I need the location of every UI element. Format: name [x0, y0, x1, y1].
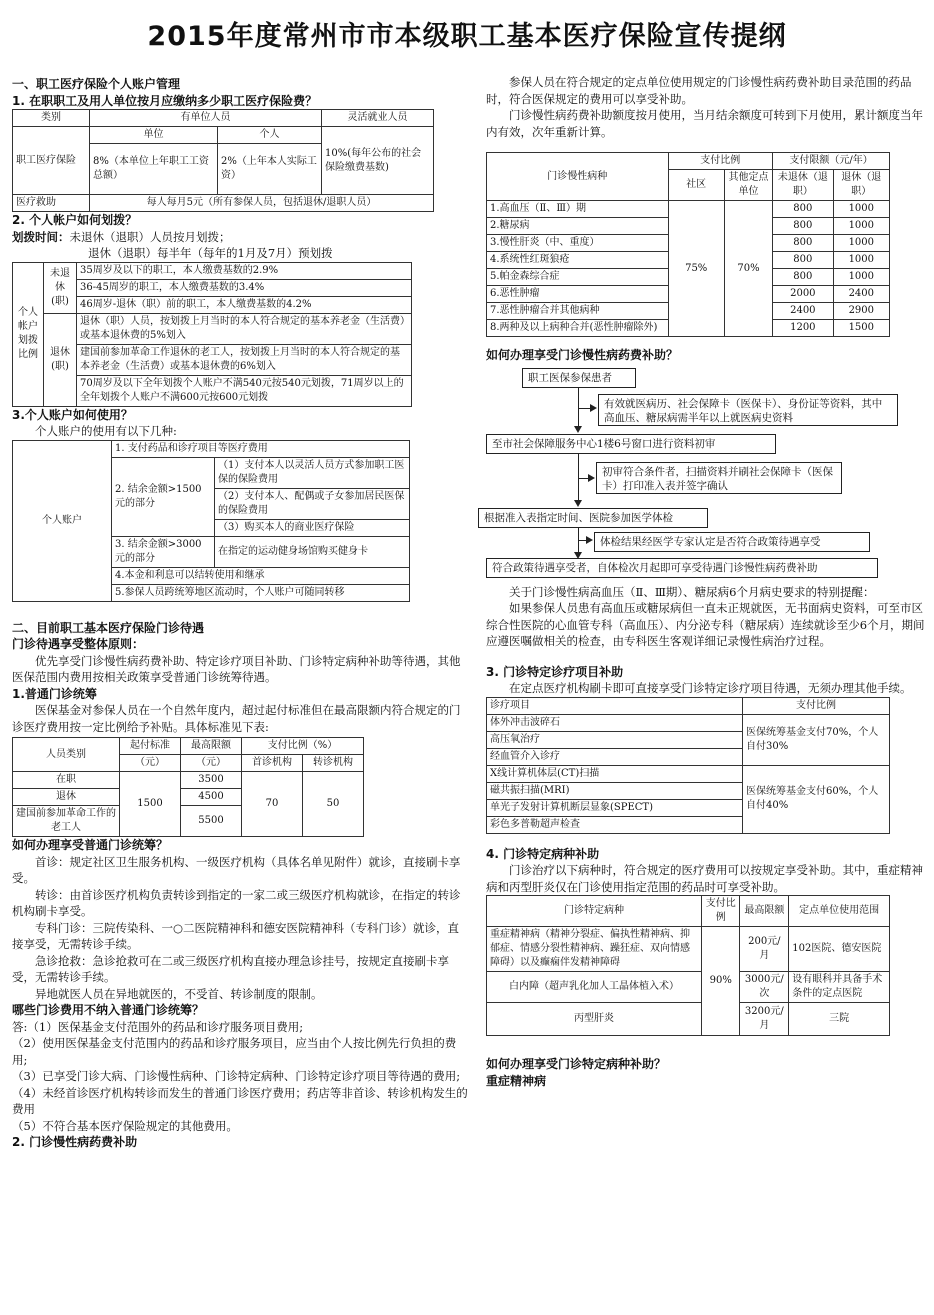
- cell-retired: 1000: [833, 269, 889, 286]
- cell-max: 3000元/次: [740, 972, 789, 1003]
- flow-step-7: 符合政策待遇享受者，自体检次月起即可享受待遇门诊慢性病药费补助: [486, 558, 878, 578]
- th-max: 最高限额: [181, 738, 242, 755]
- cell-not-retired: 2000: [773, 286, 834, 303]
- chronic-paragraph-2: 门诊慢性病药费补助额度按月使用，当月结余额度可转到下月使用，累计额度当年内有效，次年重新计算。: [486, 108, 923, 139]
- disease-name: 重症精神病（精神分裂症、偏执性精神病、抑郁症、情感分裂性精神病、躁狂症、双向情感障碍）以及癫痫伴发精神障碍: [487, 927, 702, 972]
- cell-aid-value: 每人每月5元（所有参保人员，包括退休/退职人员）: [90, 195, 434, 212]
- cell-retired: 1000: [833, 218, 889, 235]
- item-row: 体外冲击波碎石: [487, 714, 743, 731]
- question-4: 如何办理享受普通门诊统筹？: [12, 838, 169, 852]
- usage-label: 个人账户: [13, 440, 112, 601]
- th-unit: 单位: [90, 127, 218, 144]
- page-title: 2015年度常州市市本级职工基本医疗保险宣传提纲: [147, 21, 787, 52]
- procedure-item: 异地就医人员在异地就医的，不受首、转诊制度的限制。: [35, 986, 323, 1001]
- question-2: 2. 个人帐户如何划拨？: [12, 213, 138, 227]
- cell-unit-rate: 8%（本单位上年职工工资总额）: [90, 144, 218, 195]
- category-row: 退休: [13, 789, 120, 806]
- usage-subrow: （2）支付本人、配偶或子女参加居民医保的保险费用: [215, 488, 410, 519]
- th-not-retired: 未退休（退职）: [773, 170, 834, 201]
- flow-step-5: 根据准入表指定时间、医院参加医学体检: [478, 508, 708, 528]
- cell-ratio: 90%: [702, 927, 740, 1036]
- cell-retired: 1000: [833, 235, 889, 252]
- allocation-row: 36-45周岁的职工，本人缴费基数的3.4%: [77, 279, 412, 296]
- th-disease: 门诊特定病种: [487, 896, 702, 927]
- flow-arrow: [590, 404, 597, 412]
- th-type: 类别: [13, 110, 90, 127]
- question-6: 如何办理享受门诊慢性病药费补助？: [486, 348, 679, 362]
- section-2-title: 二、目前职工基本医疗保险门诊待遇: [12, 620, 205, 635]
- section-2-1-title: 1.普通门诊统筹: [12, 686, 97, 701]
- cell-flex-rate: 10%(每年公布的社会保险缴费基数): [322, 127, 434, 195]
- flow-step-4: 初审符合条件者，扫描资料并刷社会保障卡（医保卡）打印准入表并签字确认: [596, 462, 842, 494]
- cell-not-retired: 800: [773, 269, 834, 286]
- item-row: 彩色多普勒超声检查: [487, 816, 743, 833]
- cell-scope: 三院: [789, 1003, 890, 1036]
- question-5: 哪些门诊费用不纳入普通门诊统筹？: [12, 1003, 205, 1017]
- cell-retired: 2900: [833, 303, 889, 320]
- item-row: 单光子发射计算机断层显象(SPECT): [487, 799, 743, 816]
- disease-row: 5.帕金森综合症: [487, 269, 669, 286]
- th-limit: 支付限额（元/年）: [773, 153, 890, 170]
- exclusion-item: （4）未经首诊医疗机构转诊而发生的普通门诊医疗费用；药店等非首诊、转诊机构发生的费用: [12, 1085, 468, 1116]
- cell-retired: 1000: [833, 252, 889, 269]
- cell-max: 3200元/月: [740, 1003, 789, 1036]
- allocation-row: 退休（职）人员，按划拨上月当时的本人符合规定的基本养老金（生活费）或基本退休费的5%划入: [77, 313, 412, 344]
- flow-step-1: 职工医保参保患者: [522, 368, 636, 388]
- th-transfer: 转诊机构: [303, 755, 364, 772]
- section-4-title: 4. 门诊特定病种补助: [486, 846, 600, 861]
- th-disease: 门诊慢性病种: [487, 153, 669, 201]
- cell-retired: 1500: [833, 320, 889, 337]
- th-other: 其他定点单位: [724, 170, 772, 201]
- allocation-time-1: 未退休（退职）人员按月划拨；: [69, 229, 231, 244]
- cell-community: 75%: [668, 201, 724, 337]
- th-ratio: 支付比例: [702, 896, 740, 927]
- item-row: X线计算机体层(CT)扫描: [487, 765, 743, 782]
- section-2-2-title: 2. 门诊慢性病药费补助: [12, 1135, 138, 1149]
- contribution-table: [12, 109, 434, 212]
- left-column: [12, 74, 470, 1151]
- cell-not-retired: 1200: [773, 320, 834, 337]
- cell-retired: 1000: [833, 201, 889, 218]
- disease-row: 3.慢性肝炎（中、重度）: [487, 235, 669, 252]
- cell-person-rate: 2%（上年本人实际工资）: [218, 144, 322, 195]
- chronic-table: [486, 152, 890, 337]
- usage-table: [12, 440, 410, 602]
- section-2-subtitle: 门诊待遇享受整体原则：: [12, 637, 145, 651]
- flow-arrow: [586, 536, 593, 544]
- disease-row: 8.两种及以上病种合并(恶性肿瘤除外): [487, 320, 669, 337]
- allocation-row: 70周岁及以下全年划拨个人账户不满540元按540元划拨，71周岁以上的全年划拨个人账户不满600元按600元划拨: [77, 375, 412, 406]
- th-start: 起付标准: [120, 738, 181, 755]
- cell-not-retired: 800: [773, 252, 834, 269]
- disease-name: 白内障（超声乳化加人工晶体植入术）: [487, 972, 702, 1003]
- flow-step-2: 有效就医病历、社会保障卡（医保卡）、身份证等资料，其中高血压、糖尿病需半年以上就医病史资料: [598, 394, 898, 426]
- usage-row: 5.参保人员跨统筹地区流动时，个人账户可随同转移: [112, 584, 410, 601]
- disease-row: 2.糖尿病: [487, 218, 669, 235]
- cell-not-retired: 800: [773, 218, 834, 235]
- question-1: 1. 在职职工及用人单位按月应缴纳多少职工医疗保险费？: [12, 93, 318, 108]
- question-3: 3.个人账户如何使用？: [12, 407, 133, 422]
- usage-row: 1. 支付药品和诊疗项目等医疗费用: [112, 440, 410, 457]
- cell-not-retired: 800: [773, 201, 834, 218]
- allocation-label: 个人帐户划拨比例: [13, 262, 44, 406]
- usage-row: 3. 结余金额>3000元的部分: [112, 536, 215, 567]
- exclusion-item: 答:（1）医保基金支付范围外的药品和诊疗服务项目费用;: [12, 1019, 304, 1034]
- th-employed: 有单位人员: [90, 110, 322, 127]
- th-community: 社区: [668, 170, 724, 201]
- cell-not-retired: 2400: [773, 303, 834, 320]
- category-row: 建国前参加革命工作的老工人: [13, 806, 120, 837]
- item-row: 经血管介入诊疗: [487, 748, 743, 765]
- cell-other: 70%: [724, 201, 772, 337]
- cell-not-retired: 800: [773, 235, 834, 252]
- exclusion-item: （2）使用医保基金支付范围内的药品和诊疗服务项目，应当由个人按比例先行负担的费用;: [12, 1036, 457, 1067]
- usage-subrow: （3）购买本人的商业医疗保险: [215, 519, 410, 536]
- procedure-item: 首诊：规定社区卫生服务机构、一级医疗机构（具体名单见附件）就诊，直接刷卡享受。: [12, 854, 461, 885]
- flow-step-3: 至市社会保障服务中心1楼6号窗口进行资料初审: [486, 434, 776, 454]
- th-max: 最高限额: [740, 896, 789, 927]
- cell-max: 5500: [181, 806, 242, 837]
- cell-max: 4500: [181, 789, 242, 806]
- usage-row: 2. 结余金额>1500元的部分: [112, 457, 215, 536]
- special-items-table: [486, 697, 890, 834]
- disease-row: 7.恶性肿瘤合并其他病种: [487, 303, 669, 320]
- th-item: 诊疗项目: [487, 697, 743, 714]
- flow-connector: [578, 528, 579, 554]
- section-3-paragraph: 在定点医疗机构刷卡即可直接享受门诊特定诊疗项目待遇，无须办理其他手续。: [509, 681, 912, 695]
- th-category: 人员类别: [13, 738, 120, 772]
- th-first: 首诊机构: [242, 755, 303, 772]
- th-scope: 定点单位使用范围: [789, 896, 890, 927]
- disease-row: 1.高血压（Ⅱ、Ⅲ）期: [487, 201, 669, 218]
- cell-start: 1500: [120, 772, 181, 837]
- cell-max: 200元/月: [740, 927, 789, 972]
- flow-arrow: [574, 426, 582, 433]
- disease-row: 6.恶性肿瘤: [487, 286, 669, 303]
- usage-intro: 个人账户的使用有以下几种:: [35, 424, 177, 438]
- flowchart: [486, 364, 926, 576]
- row-label-medical: 职工医疗保险: [13, 127, 90, 195]
- category-row: 在职: [13, 772, 120, 789]
- flow-arrow: [574, 500, 582, 507]
- cell-transfer: 50: [303, 772, 364, 837]
- chronic-paragraph-1: 参保人员在符合规定的定点单位使用规定的门诊慢性病药费补助目录范围的药品时，符合医保规定的费用可以享受补助。: [486, 75, 912, 106]
- cell-first: 70: [242, 772, 303, 837]
- group-working: 未退休(职): [44, 262, 77, 313]
- disease-row: 4.系统性红斑狼疮: [487, 252, 669, 269]
- flow-step-6: 体检结果经医学专家认定是否符合政策待遇享受: [594, 532, 870, 552]
- allocation-row: 建国前参加革命工作退休的老工人，按划拨上月当时的本人符合规定的基本养老金（生活费）或基本退休费的6%划入: [77, 344, 412, 375]
- row-label-aid: 医疗救助: [13, 195, 90, 212]
- item-row: 磁共振扫描(MRI): [487, 782, 743, 799]
- cell-max: 3500: [181, 772, 242, 789]
- allocation-row: 46周岁-退休（职）前的职工，本人缴费基数的4.2%: [77, 296, 412, 313]
- allocation-table: [12, 262, 412, 407]
- section-4-paragraph: 门诊治疗以下病种时，符合规定的医疗费用可以按规定享受补助。其中，重症精神病和丙型肝炎仅在门诊使用指定范围的药品时可享受补助。: [486, 863, 923, 894]
- flow-arrow: [588, 474, 595, 482]
- th-unit-yuan: （元）: [120, 755, 181, 772]
- procedure-item: 急诊抢救：急诊抢救可在二或三级医疗机构直接办理急诊挂号，按规定直接刷卡享受，无需转诊手续。: [12, 953, 449, 984]
- section-3-title: 3. 门诊特定诊疗项目补助: [486, 664, 624, 679]
- procedure-item: 转诊：由首诊医疗机构负责转诊到指定的一家二或三级医疗机构就诊，在指定的转诊机构刷卡享受。: [12, 887, 461, 918]
- cell-scope: 102医院、德安医院: [789, 927, 890, 972]
- group-1-ratio: 医保统筹基金支付70%，个人自付30%: [743, 714, 890, 765]
- section-2-1-paragraph: 医保基金对参保人员在一个自然年度内，超过起付标准但在最高限额内符合规定的门诊医疗费用按一定比例给予补贴。具体标准见下表:: [12, 703, 461, 734]
- th-unit-yuan: （元）: [181, 755, 242, 772]
- th-flexible: 灵活就业人员: [322, 110, 434, 127]
- reminder-paragraph: 如果参保人员患有高血压或糖尿病但一直未正规就医，无书面病史资料，可至市区综合性医院的心血管专科（高血压）、内分泌专科（糖尿病）连续就诊至少6个月，期间应遵医嘱做相关的检查，由专科医生客观详细记录慢性病治疗过程。: [486, 601, 925, 648]
- th-retired: 退休（退职）: [833, 170, 889, 201]
- outpatient-table: [12, 737, 364, 837]
- exclusion-item: （3）已享受门诊大病、门诊慢性病种、门诊特定病种、门诊特定诊疗项目等待遇的费用;: [12, 1069, 461, 1083]
- allocation-time-label: 划拨时间：: [12, 229, 70, 244]
- special-disease-table: [486, 895, 890, 1036]
- th-ratio: 支付比例: [668, 153, 773, 170]
- section-1-title: 一、职工医疗保险个人账户管理: [12, 77, 181, 91]
- allocation-time-2: 退休（退职）每半年（每年的1月及7月）预划拨: [88, 246, 333, 260]
- usage-row: 4.本金和利息可以结转使用和继承: [112, 567, 410, 584]
- th-ratio: 支付比例（%）: [242, 738, 364, 755]
- allocation-row: 35周岁及以下的职工，本人缴费基数的2.9%: [77, 262, 412, 279]
- group-2-ratio: 医保统筹基金支付60%，个人自付40%: [743, 765, 890, 833]
- procedure-item: 专科门诊：三院传染科、一○二医院精神科和德安医院精神科（专科门诊）就诊，直接享受，无需转诊手续。: [12, 920, 460, 951]
- item-row: 高压氧治疗: [487, 731, 743, 748]
- question-7: 如何办理享受门诊特定病种补助？: [486, 1057, 667, 1071]
- cell-retired: 2400: [833, 286, 889, 303]
- disease-name: 丙型肝炎: [487, 1003, 702, 1036]
- question-7-subtitle: 重症精神病: [486, 1073, 547, 1088]
- group-retired: 退休(职): [44, 313, 77, 406]
- section-2-paragraph: 优先享受门诊慢性病药费补助、特定诊疗项目补助、门诊特定病种补助等待遇，其他医保范围内费用按相关政策享受普通门诊统筹待遇。: [12, 653, 461, 684]
- usage-subrow: （1）支付本人以灵活人员方式参加职工医保的保险费用: [215, 457, 410, 488]
- usage-subrow: 在指定的运动健身场馆购买健身卡: [215, 536, 410, 567]
- th-person: 个人: [218, 127, 322, 144]
- reminder-title: 关于门诊慢性病高血压（Ⅱ、Ⅲ期）、糖尿病6个月病史要求的特别提醒：: [509, 584, 875, 599]
- cell-scope: 设有眼科并具备手术条件的定点医院: [789, 972, 890, 1003]
- exclusion-item: （5）不符合基本医疗保险规定的其他费用。: [12, 1118, 238, 1133]
- right-column: [486, 74, 926, 1089]
- th-ratio: 支付比例: [743, 697, 890, 714]
